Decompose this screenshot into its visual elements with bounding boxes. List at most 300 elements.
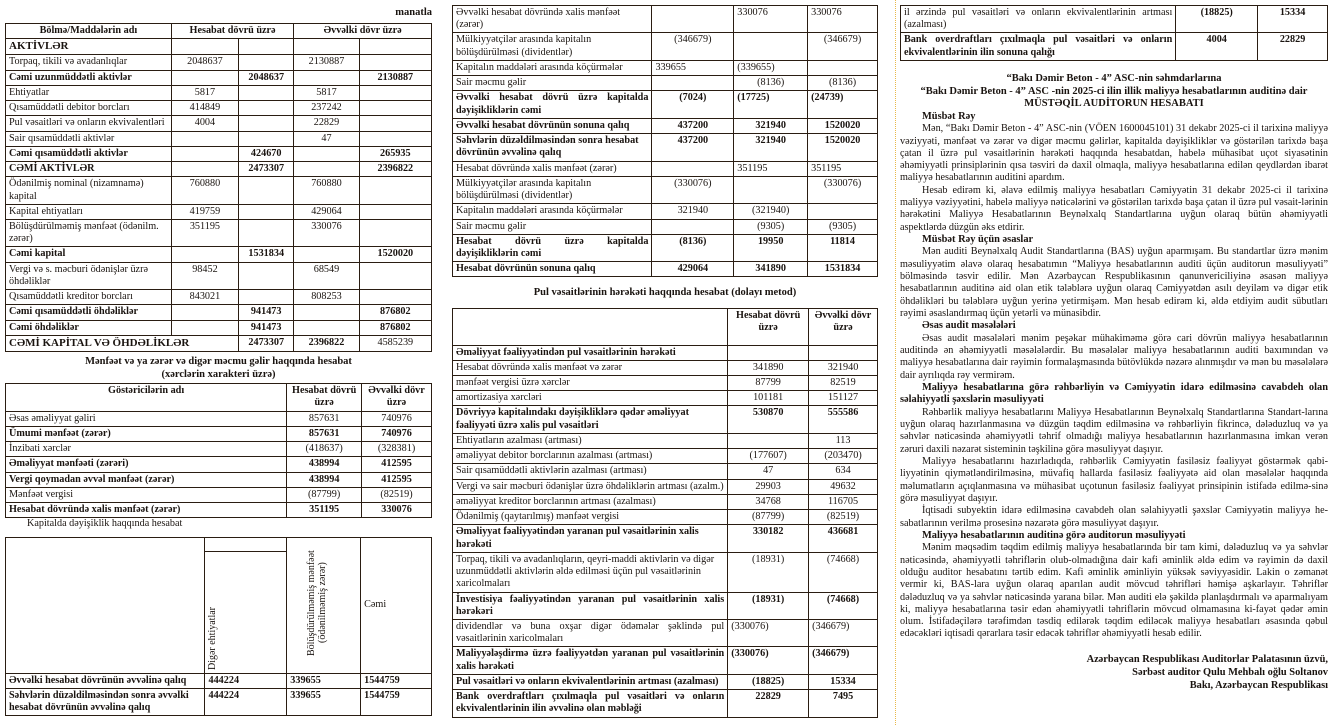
value-total: 1544759 xyxy=(361,673,432,688)
value-reserves xyxy=(652,76,734,91)
balance-row xyxy=(6,39,432,55)
row-label: Hesabat dövründə xalis mənfəət (zərər) xyxy=(453,161,652,176)
value-previous-detail: 68549 xyxy=(294,262,359,289)
row-label: əməliyyat kreditor borclarının artması (azalması) xyxy=(453,494,728,509)
balance-row xyxy=(6,320,432,335)
value-current-total xyxy=(239,131,294,146)
row-label: CƏMİ AKTİVLƏR xyxy=(6,162,172,177)
value-retained: 339655 xyxy=(287,673,361,688)
balance-row xyxy=(6,116,432,131)
value-total: 351195 xyxy=(808,161,878,176)
row-label: Ehtiyatlar xyxy=(6,85,172,100)
value-previous-detail xyxy=(294,162,359,177)
value-retained: 321940 xyxy=(734,118,808,133)
value-reserves xyxy=(652,161,734,176)
value-previous: 22829 xyxy=(1258,33,1328,60)
value-current-total xyxy=(239,85,294,100)
cashflow-row xyxy=(453,375,878,390)
value-retained: 351195 xyxy=(734,161,808,176)
row-label: İnvestisiya fəaliyyətindən yaranan pul vəsaitlərinin xalis hərəkəri xyxy=(453,592,728,619)
value-previous-detail xyxy=(294,39,359,55)
value-previous-detail: 47 xyxy=(294,131,359,146)
value-reserves: 444224 xyxy=(205,673,287,688)
income-rows xyxy=(6,411,432,518)
equity-row xyxy=(453,76,878,91)
row-label: Cəmi öhdəliklər xyxy=(6,320,172,335)
value-previous-total: 2130887 xyxy=(359,70,431,85)
value-reserves xyxy=(652,6,734,33)
value-previous-total xyxy=(359,55,431,70)
cashflow-row xyxy=(901,33,1328,60)
value-retained: 339655 xyxy=(287,688,361,715)
row-label: Sair məcmu gəlir xyxy=(453,76,652,91)
value-previous-total xyxy=(359,177,431,204)
equity-table-left xyxy=(5,537,432,717)
value-current: 330182 xyxy=(728,525,809,552)
income-row xyxy=(6,442,432,457)
value-previous: (74668) xyxy=(809,592,878,619)
report-title-1: “Bakı Dəmir Beton - 4” ASC-nin səhmdarlarına xyxy=(1006,72,1222,84)
row-label: Əvvəlki hesabat dövrünün əvvəlinə qalıq xyxy=(6,673,205,688)
cashflow-row xyxy=(453,552,878,592)
value-previous: (328381) xyxy=(362,442,432,457)
row-label: Vergi və sair məcburi ödənişlər üzrə öhdəliklərin artması (azalm.) xyxy=(453,479,728,494)
value-previous-total xyxy=(359,131,431,146)
signature-block xyxy=(900,653,1328,692)
value-previous: 555586 xyxy=(809,406,878,433)
income-subtitle: (xərclərin xarakteri üzrə) xyxy=(161,368,276,380)
cashflow-row xyxy=(453,345,878,360)
equity-row xyxy=(453,6,878,33)
value-current-total xyxy=(239,55,294,70)
row-label: Hesabat dövründə xalis mənfəət və zərər xyxy=(453,360,728,375)
value-current-detail xyxy=(171,305,238,320)
value-reserves: 437200 xyxy=(652,118,734,133)
paragraph: Mənim məqsədim təqdim edilmiş maliyyə hesabatlarında bir tam kimi, dələduzluq və ya səhvlər nəticəsində, əhəmiyyətli təhriflərin olub-olmadığına dair kafi əminlik əldə edim və rəyimin də daxil olduğu auditor hesabatını tərtib edim. Kafi əminlik əminliyin yüksək səviyyəsidir. Lakin o zəmanət vermir ki, BAS-lara uyğun olaraq aparılan audit mövcud təhrifləri həmişə aşkarlayır. Təhriflər dələduzluq və ya səhvlər nəticəsində yarana bilər. Mən auditi elə şəkildə planlaşdırmalı və aparmalıyam ki, maliyyə hesabatlarına təsir edən əhəmiyyətli təhriflərin mövcud olmamasına ki-fayət qədər əmin olum. İstifadəçilərə tərəfimdən təsdiq edilərək təqdim ediləcək maliyyə hesabatları əsasında qəbul edəcəkləri iqtisadi qərarlara təsir edəcək təhriflər əhəmiyyətli hesab edilir. xyxy=(900,542,1328,640)
value-previous: 49632 xyxy=(809,479,878,494)
value-current-total: 424670 xyxy=(239,146,294,161)
cashflow-row xyxy=(453,391,878,406)
signature-line: Bakı, Azərbaycan Respublikası xyxy=(1189,679,1328,691)
value-current-total xyxy=(239,39,294,55)
value-current: 341890 xyxy=(728,360,809,375)
value-total: 1520020 xyxy=(808,134,878,161)
section-heading: Əsas audit məsələləri xyxy=(922,320,1016,332)
value-current: 47 xyxy=(728,464,809,479)
income-table xyxy=(5,383,432,518)
value-current-detail: 4004 xyxy=(171,116,238,131)
equity-row xyxy=(453,219,878,234)
value-previous: (346679) xyxy=(809,647,878,674)
report-title-3: MÜSTƏQİL AUDİTORUN HESABATI xyxy=(1024,98,1204,110)
value-previous-total xyxy=(359,116,431,131)
value-current: (18931) xyxy=(728,552,809,592)
value-current-total: 941473 xyxy=(239,305,294,320)
value-current: (87799) xyxy=(728,510,809,525)
cashflow-row xyxy=(453,592,878,619)
value-retained: 321940 xyxy=(734,134,808,161)
equity-header-reserves: Digər ehtiyatlar xyxy=(207,606,219,670)
header-previous: Əvvəlki dövr üzrə xyxy=(294,24,432,39)
cashflow-row xyxy=(453,647,878,674)
value-previous-detail: 5817 xyxy=(294,85,359,100)
cashflow-row xyxy=(453,406,878,433)
value-current-detail: 419759 xyxy=(171,204,238,219)
row-label: Pul vəsaitləri və onların ekvivalentlərinin artması (azalması) xyxy=(453,674,728,689)
income-row xyxy=(6,472,432,487)
row-label: AKTİVLƏR xyxy=(6,39,172,55)
cashflow-row xyxy=(453,619,878,646)
value-current-detail xyxy=(171,247,238,262)
signature-line: Sərbəst auditor Qulu Mehbalı oğlu Soltanov xyxy=(1132,666,1328,678)
value-reserves: (346679) xyxy=(652,33,734,60)
value-previous-total xyxy=(359,220,431,247)
cashflow-row xyxy=(453,494,878,509)
row-label: Kapitalın maddələri arasında köçürmələr xyxy=(453,60,652,75)
equity-header-retained: Bölüşdürülməmiş mənfəət (ödənilməmiş zərər) xyxy=(305,550,328,656)
income-header-current: Hesabat dövrü üzrə xyxy=(287,384,362,411)
cashflow-rows xyxy=(453,345,878,717)
value-current: (330076) xyxy=(728,647,809,674)
balance-rows xyxy=(6,39,432,336)
equity-row xyxy=(453,60,878,75)
value-current-detail xyxy=(171,70,238,85)
value-current-total xyxy=(239,177,294,204)
value-current: 530870 xyxy=(728,406,809,433)
auditor-report xyxy=(900,73,1328,692)
value-previous: 740976 xyxy=(362,426,432,441)
cashflow-row xyxy=(453,479,878,494)
cashflow-header-previous: Əvvəlki dövr üzrə xyxy=(809,309,878,345)
equity-row xyxy=(453,134,878,161)
unit-label: manatla xyxy=(395,7,432,18)
value-previous: (82519) xyxy=(362,487,432,502)
row-label: Əməliyyat mənfəəti (zərəri) xyxy=(6,457,287,472)
equity-rows-mid xyxy=(453,6,878,277)
paragraph: Mən, “Bakı Dəmir Beton - 4” ASC-nin (VÖEN 1600045101) 31 dekabr 2025-ci il tarixinə maliyyə vəziyyəti, mənfəət və zərər və digər məcmu gəlirlər, kapitalda dəyişikliklər və göstərilən tarixdə başa çatan il üzrə pul vəsaitlərinin hərəkəti haqqında hesabatdan, habelə mühasibat uçot siyasətinin əhəmiyyətli prinsiplərinin qısa təsviri də daxil olmaqla, maliyyə hesabatlarına edilən qeydlərdən ibarət maliyyə hesabatlarının auditini apardım. xyxy=(900,123,1328,184)
row-label: Ödənilmiş nominal (nizamnamə) kapital xyxy=(6,177,172,204)
value-previous-detail: 808253 xyxy=(294,290,359,305)
header-current: Hesabat dövrü üzrə xyxy=(171,24,294,39)
report-body xyxy=(900,111,1328,641)
row-label: Kapital ehtiyatları xyxy=(6,204,172,219)
value-total: (24739) xyxy=(808,91,878,118)
value-retained: (8136) xyxy=(734,76,808,91)
value-current-total: 2048637 xyxy=(239,70,294,85)
value-previous: (346679) xyxy=(809,619,878,646)
paragraph: İqtisadi subyektin idarə edilməsinə cavabdeh olan səlahiyyətli şəxslər Cəmiyyətin maliyyə he-sabatlarının verilmə prosesinə nəzarətə görə məsuliyyət daşıyır. xyxy=(900,505,1328,529)
value-previous-detail: 2130887 xyxy=(294,55,359,70)
value-previous: 412595 xyxy=(362,472,432,487)
equity-row xyxy=(453,176,878,203)
balance-row xyxy=(6,262,432,289)
row-label: Maliyyələşdirmə üzrə fəaliyyətdən yaranan pul vəsaitlərinin xalis hərəkəti xyxy=(453,647,728,674)
value-previous-detail xyxy=(294,320,359,335)
value-current-detail: 351195 xyxy=(171,220,238,247)
row-label: Sair qısamüddətli aktivlərin azalması (artması) xyxy=(453,464,728,479)
section-heading: Maliyyə hesabatlarına görə rəhbərliyin və Cəmiyyətin idarə edilməsinə cavabdeh olan səlahiyyətli şəxslərin məsuliyyəti xyxy=(900,381,1328,406)
value-previous: 436681 xyxy=(809,525,878,552)
value-previous-total: 265935 xyxy=(359,146,431,161)
income-row xyxy=(6,426,432,441)
income-row xyxy=(6,411,432,426)
value-retained: (17725) xyxy=(734,91,808,118)
header-name: Bölmə/Maddələrin adı xyxy=(6,24,172,39)
cashflow-row xyxy=(453,690,878,717)
row-label: Sair qısamüddətli aktivlər xyxy=(6,131,172,146)
paragraph: Əsas audit məsələləri mənim peşəkar mühakiməmə görə cari dövrün maliyyə hesabatlarının auditində ən əhəmiyyətli məsələlərdir. Bu məsələlər maliyyə hesabatlarının auditi baxımından və maliyyə hesabatlarına dair rəyimin formalaşmasında bütövlükdə nəzərə alınmışdır və mən bu məsələlərə dair ayrılıqda rəy vermirəm. xyxy=(900,332,1328,381)
row-label: Vergi və s. məcburi ödənişlər üzrə öhdəliklər xyxy=(6,262,172,289)
value-previous-total: 876802 xyxy=(359,305,431,320)
row-label: Ödənilmiş (qaytarılmış) mənfəət vergisi xyxy=(453,510,728,525)
middle-column xyxy=(452,0,878,718)
row-label: Torpaq, tikili və avadanlıqların, qeyri-maddi aktivlərin və digər uzunmüddətli aktivlərin əldə edilməsi üçün pul vəsaitlərinin xaricolmaları xyxy=(453,552,728,592)
equity-header-total: Cəmi xyxy=(361,537,432,673)
equity-row xyxy=(453,33,878,60)
cashflow-row xyxy=(453,433,878,448)
value-current-detail: 843021 xyxy=(171,290,238,305)
value-current: (18825) xyxy=(728,674,809,689)
value-reserves: 429064 xyxy=(652,262,734,277)
value-total: (330076) xyxy=(808,176,878,203)
value-previous: (74668) xyxy=(809,552,878,592)
section-heading: Müsbət Rəy xyxy=(922,110,976,122)
value-retained: 19950 xyxy=(734,234,808,261)
cashflow-header-current: Hesabat dövrü üzrə xyxy=(728,309,809,345)
value-current: 29903 xyxy=(728,479,809,494)
cashflow-row xyxy=(453,510,878,525)
cashflow-rows-right xyxy=(901,6,1328,61)
value-retained: (339655) xyxy=(734,60,808,75)
income-title: Mənfəət və ya zərər və digər məcmu gəlir haqqında hesabat xyxy=(85,356,352,368)
row-label: Bank overdraftları çıxılmaqla pul vəsaitləri və onların ekvivalentlərinin ilin sonuna qalığı xyxy=(901,33,1176,60)
value-previous: 15334 xyxy=(1258,6,1328,33)
value-current-total: 941473 xyxy=(239,320,294,335)
balance-row xyxy=(6,177,432,204)
value-previous: 82519 xyxy=(809,375,878,390)
value-reserves: 339655 xyxy=(652,60,734,75)
value-previous-detail xyxy=(294,247,359,262)
paragraph: Hesab edirəm ki, əlavə edilmiş maliyyə hesabatları Cəmiyyətin 31 dekabr 2025-ci il tarixinə maliyyə vəziyyətini, habelə maliyyə nəticələrini və göstərilən tarixdə başa çatan il üzrə pul vəsait-lərinin hərəkətini Maliyyə Hesabatlarının Beynəlxalq Standartlarına uyğun olaraq bütün əhəmiyyətli aspektlərdə düzgün əks etdirir. xyxy=(900,184,1328,233)
equity-row xyxy=(453,161,878,176)
value-current: 87799 xyxy=(728,375,809,390)
paragraph: Maliyyə hesabatlarını hazırladıqda, rəhbərlik Cəmiyyətin fasiləsiz fəaliyyət göstərmək qabi-liyyətinin qiymətləndirilməsinə, müvafiq hallarda fasiləsiz fəaliyyətə aid olan məsələlər haqqında məlumatların açıqlanmasına və mühasibat uçotunun fasiləsiz fəaliyyət prinsipinin istifadə edilmə-sinə görə məsuliyyət daşıyır. xyxy=(900,456,1328,504)
row-label: Hesabat dövründə xalis mənfəət (zərər) xyxy=(6,503,287,518)
value-current: (18825) xyxy=(1176,6,1258,33)
balance-row xyxy=(6,204,432,219)
equity-row xyxy=(6,688,432,715)
equity-row xyxy=(453,262,878,277)
value-previous-detail: 330076 xyxy=(294,220,359,247)
column-divider xyxy=(895,0,896,725)
cashflow-row xyxy=(453,360,878,375)
total-c: 2396822 xyxy=(294,335,359,351)
value-previous: 7495 xyxy=(809,690,878,717)
value-previous xyxy=(809,345,878,360)
equity-row xyxy=(6,673,432,688)
value-retained xyxy=(734,33,808,60)
right-column xyxy=(900,0,1328,692)
value-current-detail xyxy=(171,39,238,55)
value-reserves: 321940 xyxy=(652,204,734,219)
equity-rows-left xyxy=(6,673,432,716)
row-label: Qısamüddətli debitor borcları xyxy=(6,101,172,116)
value-previous-total: 2396822 xyxy=(359,162,431,177)
signature-line: Azərbaycan Respublikası Auditorlar Palatasının üzvü, xyxy=(1086,653,1328,665)
value-total xyxy=(808,204,878,219)
row-label: Ümumi mənfəət (zərər) xyxy=(6,426,287,441)
value-previous-total xyxy=(359,39,431,55)
value-current-total xyxy=(239,262,294,289)
balance-row xyxy=(6,247,432,262)
value-previous-total: 1520020 xyxy=(359,247,431,262)
value-current-detail: 2048637 xyxy=(171,55,238,70)
value-total: 11814 xyxy=(808,234,878,261)
value-current-detail: 98452 xyxy=(171,262,238,289)
value-current: 857631 xyxy=(287,426,362,441)
row-label: Mülkiyyətçilər arasında kapitalın bölüşdürülməsi (dividentlər) xyxy=(453,33,652,60)
row-label: Hesabat dövrü üzrə kapitalda dəyişikliklərin cəmi xyxy=(453,234,652,261)
value-retained xyxy=(734,176,808,203)
report-title-2: “Bakı Dəmir Beton - 4” ASC -nin 2025-ci ilin illik maliyyə hesabatlarının auditinə dair xyxy=(920,85,1308,97)
paragraph: Mən auditi Beynəlxalq Audit Standartlarına (BAS) uyğun aparmışam. Bu standartlar üzrə mənim məsuliyyətim əlavə olaraq hesabatımın “Maliyyə hesabatlarının auditi üçün auditorun məsuliyyəti” bölməsində təsvir edilir. Mən Azərbaycan Respublikasının qanunvericiliyinə əsasən maliyyə hesabatlarının auditinə aid olan etik tələblərə uyğun olaraq Cəmiyyətdən asılı deyiləm və digər etik öhdəlikləri bu tələblərə uyğun yerinə yetirmişəm. Mən hesab edirəm ki, əldə etdiyim audit sübutları rəyimi əsaslandırmaq üçün yetərli və münasibdir. xyxy=(900,246,1328,319)
balance-row xyxy=(6,131,432,146)
row-label: Əvvəlki hesabat dövründə xalis mənfəət (zərər) xyxy=(453,6,652,33)
cashflow-title: Pul vəsaitlərinin hərəkəti haqqında hesabat (dolayı metod) xyxy=(533,287,797,299)
value-reserves: (8136) xyxy=(652,234,734,261)
value-total: (9305) xyxy=(808,219,878,234)
value-current-detail: 5817 xyxy=(171,85,238,100)
value-total: 1520020 xyxy=(808,118,878,133)
value-previous: 412595 xyxy=(362,457,432,472)
row-label: dividendlər və buna oxşar digər ödəmələr şəklində pul vəsaitlərinin xaricolmaları xyxy=(453,619,728,646)
value-previous-detail: 429064 xyxy=(294,204,359,219)
income-row xyxy=(6,457,432,472)
section-heading: Müsbət Rəy üçün əsaslar xyxy=(922,233,1034,245)
balance-sheet-table xyxy=(5,23,432,352)
income-header-name: Göstəricilərin adı xyxy=(6,384,287,411)
value-current: 351195 xyxy=(287,503,362,518)
paragraph: Rəhbərlik maliyyə hesabatlarını Maliyyə Hesabatlarının Beynəlxalq Standartlarına Standart-larına uyğun olaraq hazırlanmasına və düzgün təqdim edilməsinə və rəhbərliyin fikrincə, dələduzluq və ya səhvlər nəticəsində əhəmiyyətli təhrif olmadığı maliyyə hesabatlarının hazırlanmasına imkan verən zəruri daxili nəzarət sisteminin təşkilinə görə məsuliyyət daşıyır. xyxy=(900,406,1328,455)
row-label: Bölüşdürülməmiş mənfəət (ödənilm. zərər) xyxy=(6,220,172,247)
value-current-total xyxy=(239,116,294,131)
value-current-total xyxy=(239,290,294,305)
income-row xyxy=(6,487,432,502)
value-reserves: 444224 xyxy=(205,688,287,715)
row-label: Səhvlərin düzəldilməsindən sonra əvvəlki hesabat dövrünün əvvəlinə qalıq xyxy=(6,688,205,715)
value-previous-detail xyxy=(294,70,359,85)
row-label: Əvvəlki hesabat dövrünün sonuna qalıq xyxy=(453,118,652,133)
value-current-detail xyxy=(171,131,238,146)
value-current-total xyxy=(239,204,294,219)
balance-row xyxy=(6,101,432,116)
value-retained: 341890 xyxy=(734,262,808,277)
balance-row xyxy=(6,220,432,247)
row-label: Əvvəlki hesabat dövrü üzrə kapitalda dəyişikliklərin cəmi xyxy=(453,91,652,118)
value-current xyxy=(728,433,809,448)
cashflow-row xyxy=(901,6,1328,33)
total-label: CƏMİ KAPİTAL VƏ ÖHDƏLİKLƏR xyxy=(6,335,239,351)
balance-row xyxy=(6,305,432,320)
row-label: Bank overdraftları çıxılmaqla pul vəsaitləri və onların ekvivalentlərinin ilin əvvəlinə olan məbləği xyxy=(453,690,728,717)
value-total: (8136) xyxy=(808,76,878,91)
value-reserves: 437200 xyxy=(652,134,734,161)
value-current: (330076) xyxy=(728,619,809,646)
value-current: 34768 xyxy=(728,494,809,509)
balance-row xyxy=(6,55,432,70)
value-previous: 321940 xyxy=(809,360,878,375)
value-previous-total: 876802 xyxy=(359,320,431,335)
cashflow-row xyxy=(453,464,878,479)
equity-row xyxy=(453,234,878,261)
balance-row xyxy=(6,146,432,161)
value-previous-detail xyxy=(294,305,359,320)
cashflow-row xyxy=(453,449,878,464)
value-total: 1544759 xyxy=(361,688,432,715)
row-label: Qısamüddətli kreditor borcları xyxy=(6,290,172,305)
row-label: Cəmi uzunmüddətli aktivlər xyxy=(6,70,172,85)
income-header-previous: Əvvəlki dövr üzrə xyxy=(362,384,432,411)
row-label: Sair məcmu gəlir xyxy=(453,219,652,234)
left-column xyxy=(5,0,432,716)
value-current-total: 1531834 xyxy=(239,247,294,262)
balance-row xyxy=(6,70,432,85)
row-label: Cəmi kapital xyxy=(6,247,172,262)
value-previous: 151127 xyxy=(809,391,878,406)
value-retained: (9305) xyxy=(734,219,808,234)
value-current: 857631 xyxy=(287,411,362,426)
value-reserves xyxy=(652,219,734,234)
cashflow-table xyxy=(452,308,878,718)
cashflow-table-continued xyxy=(900,5,1328,61)
row-label: amortizasiya xərcləri xyxy=(453,391,728,406)
row-label: Hesabat dövrünün sonuna qalıq xyxy=(453,262,652,277)
row-label: Cəmi qısamüddətli öhdəliklər xyxy=(6,305,172,320)
value-total: 1531834 xyxy=(808,262,878,277)
value-previous: 740976 xyxy=(362,411,432,426)
row-label: Dövriyyə kapitalındakı dəyişikliklərə qədər əməliyyat fəaliyyəti üzrə xalis pul vəsaitləri xyxy=(453,406,728,433)
balance-row xyxy=(6,85,432,100)
value-previous: 634 xyxy=(809,464,878,479)
value-retained: 330076 xyxy=(734,6,808,33)
row-label: mənfəət vergisi üzrə xərclər xyxy=(453,375,728,390)
row-label: Səhvlərin düzəldilməsindən sonra hesabat dövrünün əvvəlinə qalıq xyxy=(453,134,652,161)
row-label: Pul vəsaitləri və onların ekvivalentləri xyxy=(6,116,172,131)
value-current: (18931) xyxy=(728,592,809,619)
value-current-total: 2473307 xyxy=(239,162,294,177)
balance-total-row xyxy=(6,335,432,351)
row-label: Əməliyyat fəaliyyətindən yaranan pul vəsaitlərinin xalis hərəkəti xyxy=(453,525,728,552)
row-label: Əsas əməliyyat gəliri xyxy=(6,411,287,426)
cashflow-row xyxy=(453,525,878,552)
value-current: 101181 xyxy=(728,391,809,406)
value-previous-detail: 237242 xyxy=(294,101,359,116)
value-current: (177607) xyxy=(728,449,809,464)
value-previous-total xyxy=(359,262,431,289)
balance-row xyxy=(6,290,432,305)
value-previous-detail xyxy=(294,146,359,161)
row-label: Mülkiyyətçilər arasında kapitalın bölüşdürülməsi (dividentlər) xyxy=(453,176,652,203)
value-reserves: (7024) xyxy=(652,91,734,118)
equity-row xyxy=(453,118,878,133)
value-previous: 15334 xyxy=(809,674,878,689)
equity-row xyxy=(453,91,878,118)
value-current: 438994 xyxy=(287,472,362,487)
value-current-total xyxy=(239,220,294,247)
value-current-total xyxy=(239,101,294,116)
value-current: 4004 xyxy=(1176,33,1258,60)
value-previous: 330076 xyxy=(362,503,432,518)
